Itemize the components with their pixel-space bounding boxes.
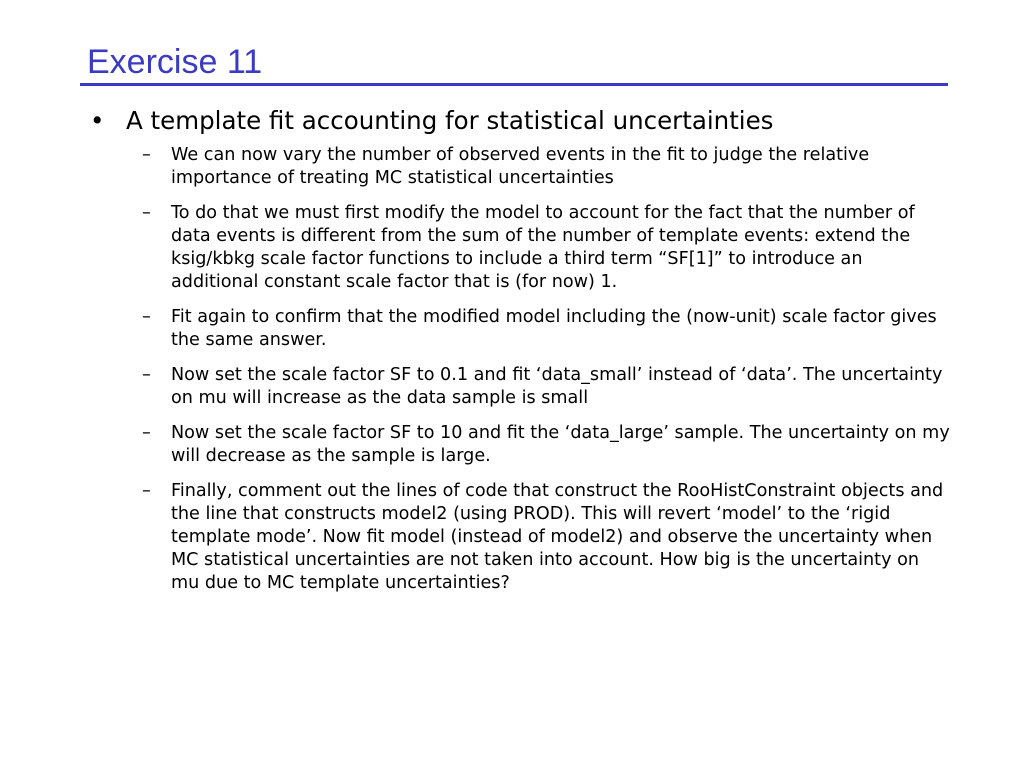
list-item-text: Now set the scale factor SF to 0.1 and fit ‘data_small’ instead of ‘data’. The uncertainty on mu will increase as the data sample is small — [171, 365, 943, 408]
sub-bullet-list — [90, 144, 950, 595]
list-item-text: Now set the scale factor SF to 10 and fit the ‘data_large’ sample. The uncertainty on my will decrease as the sample is large. — [171, 423, 950, 466]
list-item-text: Finally, comment out the lines of code that construct the RooHistConstraint objects and the line that constructs model2 (using PROD). This will revert ‘model’ to the ‘rigid template mode’. Now fit model (instead of model2) and observe the uncertainty when MC statistical uncertainties are not taken into account. How big is the uncertainty on mu due to MC template uncertainties? — [171, 481, 944, 593]
main-bullet — [90, 104, 950, 138]
list-item — [90, 364, 950, 410]
dash-icon: – — [142, 481, 151, 501]
dash-icon: – — [142, 307, 151, 327]
list-item — [90, 202, 950, 294]
list-item — [90, 480, 950, 595]
list-item — [90, 144, 950, 190]
dash-icon: – — [142, 423, 151, 443]
list-item-text: To do that we must first modify the model to account for the fact that the number of data events is different from the sum of the number of template events: extend the ksig/kbkg scale factor functions to include a third term “SF[1]” to introduce an additional constant scale factor that is (for now) 1. — [171, 203, 915, 292]
list-item-text: Fit again to confirm that the modified model including the (now-unit) scale factor gives the same answer. — [171, 307, 937, 350]
bullet-icon: • — [90, 106, 105, 135]
list-item-text: We can now vary the number of observed events in the fit to judge the relative importance of treating MC statistical uncertainties — [171, 145, 870, 188]
slide-content — [90, 104, 950, 607]
dash-icon: – — [142, 365, 151, 385]
dash-icon: – — [142, 145, 151, 165]
main-bullet-text: A template fit accounting for statistical uncertainties — [126, 106, 774, 135]
list-item — [90, 422, 950, 468]
slide-title: Exercise 11 — [87, 43, 263, 81]
list-item — [90, 306, 950, 352]
dash-icon: – — [142, 203, 151, 223]
title-underline — [80, 83, 948, 86]
